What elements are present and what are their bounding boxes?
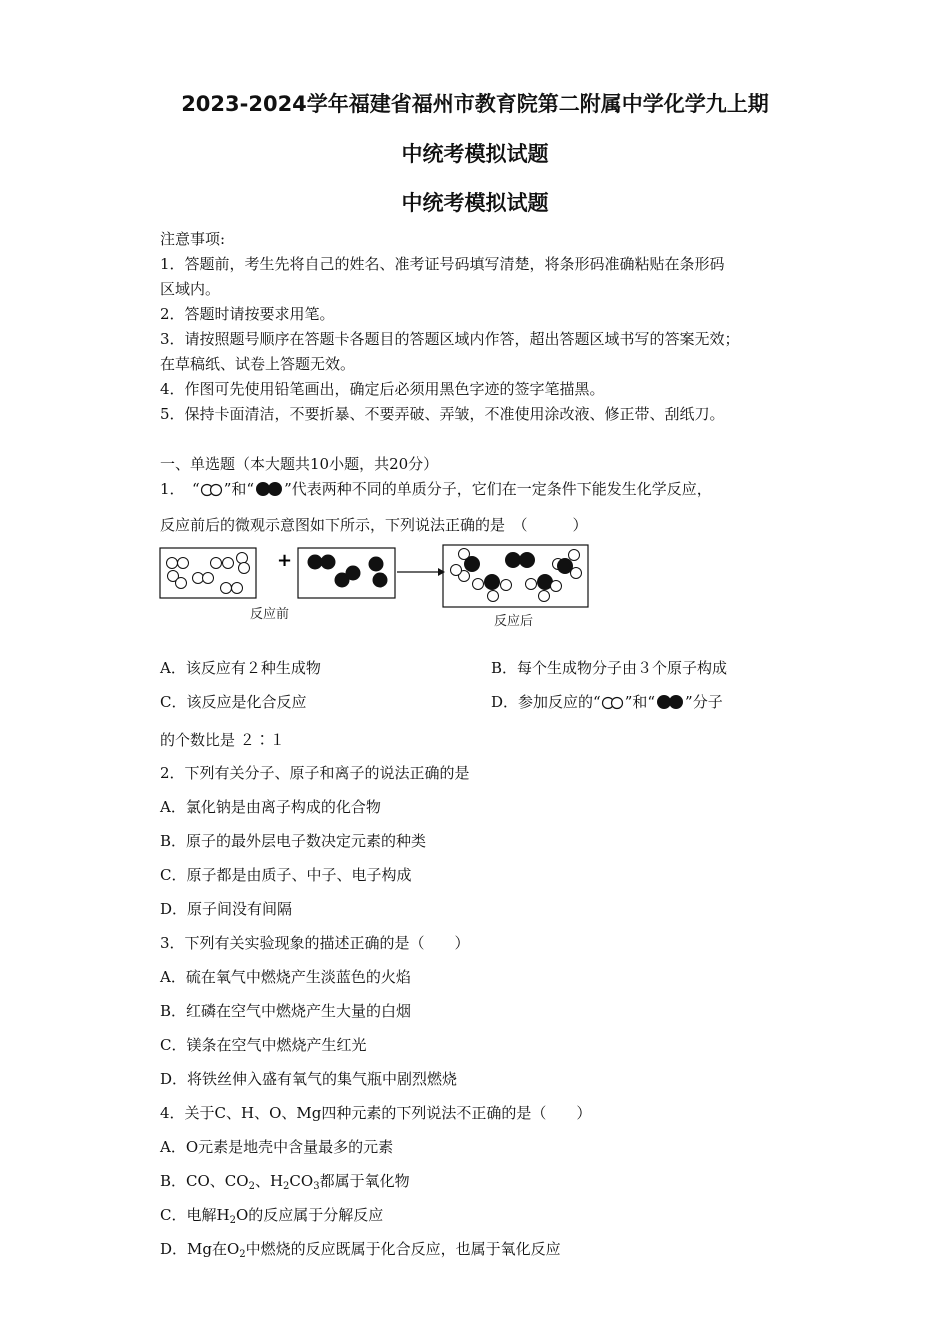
q4-option-b (160, 1170, 410, 1192)
notice-item-4: 4．作图可先使用铅笔画出，确定后必须用黑色字迹的签字笔描黑。 (160, 380, 605, 398)
q1-option-d-cont: 的个数比是 ２∶１ (160, 731, 285, 749)
q2-option-d: D．原子间没有间隔 (160, 900, 293, 918)
white-molecule-icon (200, 483, 224, 497)
caption-before: 反应前 (250, 607, 290, 622)
notice-item-5: 5．保持卡面清洁，不要折暴、不要弄破、弄皱，不准使用涂改液、修正带、刮纸刀。 (160, 405, 725, 423)
q1-option-d (491, 691, 723, 712)
notice-item-3: 3．请按照题号顺序在答题卡各题目的答题区域内作答，超出答题区域书写的答案无效； (160, 330, 740, 348)
subscript: 3 (313, 1181, 320, 1192)
q4-option-c (160, 1204, 383, 1226)
q1-option-d-suffix: ”分子 (685, 693, 723, 711)
section-heading: 一、单选题（本大题共10小题，共20分） (160, 455, 439, 473)
notice-item-2: 2．答题时请按要求用笔。 (160, 305, 335, 323)
subscript: 2 (248, 1181, 255, 1192)
q1-stem-line2: 反应前后的微观示意图如下所示，下列说法正确的是 （ ） (160, 516, 588, 534)
q4-option-a: A．O元素是地壳中含量最多的元素 (160, 1138, 394, 1156)
notice-item-1: 1．答题前，考生先将自己的姓名、准考证号码填写清楚，将条形码准确粘贴在条形码 (160, 255, 725, 273)
q1-option-c: C．该反应是化合反应 (160, 693, 307, 711)
q1-option-d-prefix: D．参加反应的“ (491, 693, 601, 711)
q1-prefix: 1． “ (160, 480, 200, 498)
q4-stem: 4．关于C、H、O、Mg四种元素的下列说法不正确的是（ ） (160, 1104, 592, 1122)
notice-heading: 注意事项: (160, 230, 226, 248)
q2-stem: 2．下列有关分子、原子和离子的说法正确的是 (160, 764, 470, 782)
q1-option-b: B．每个生成物分子由３个原子构成 (491, 659, 728, 677)
q4-option-d-part: D．Mg在O (160, 1240, 240, 1258)
notice-item-3-cont: 在草稿纸、试卷上答题无效。 (160, 355, 356, 373)
q4-option-b-part: 都属于氧化物 (319, 1172, 410, 1190)
page-subtitle: 中统考模拟试题 (401, 142, 549, 166)
q2-option-a: A．氯化钠是由离子构成的化合物 (160, 798, 381, 816)
q1-mid2: ”代表两种不同的单质分子，它们在一定条件下能发生化学反应， (284, 480, 712, 498)
notice-item-1-cont: 区域内。 (160, 280, 221, 298)
q4-option-b-part: CO (289, 1172, 314, 1190)
white-molecules (167, 553, 250, 594)
q3-option-c: C．镁条在空气中燃烧产生红光 (160, 1036, 367, 1054)
subscript: 2 (283, 1181, 290, 1192)
subscript: 2 (229, 1215, 236, 1226)
product-molecules (451, 549, 582, 602)
q3-option-b: B．红磷在空气中燃烧产生大量的白烟 (160, 1002, 412, 1020)
page-title: 2023-2024学年福建省福州市教育院第二附属中学化学九上期 (181, 92, 769, 116)
black-molecules (308, 555, 388, 588)
q1-option-d-mid: ”和“ (624, 693, 656, 711)
q4-option-c-part: C．电解H (160, 1206, 230, 1224)
white-molecule-icon (601, 696, 625, 710)
caption-after: 反应后 (494, 614, 534, 629)
q4-option-d (160, 1238, 561, 1260)
q2-option-c: C．原子都是由质子、中子、电子构成 (160, 866, 412, 884)
q2-option-b: B．原子的最外层电子数决定元素的种类 (160, 832, 427, 850)
black-molecule-icon (254, 481, 284, 497)
q1-stem (160, 478, 712, 499)
page-subtitle-repeat: 中统考模拟试题 (401, 191, 549, 215)
q3-stem: 3．下列有关实验现象的描述正确的是（ ） (160, 934, 470, 952)
black-molecule-icon (655, 694, 685, 710)
q1-mid1: ”和“ (223, 480, 255, 498)
q3-option-d: D．将铁丝伸入盛有氧气的集气瓶中剧烈燃烧 (160, 1070, 458, 1088)
plus-sign: + (277, 550, 293, 571)
arrow-head-icon (438, 568, 445, 576)
q4-option-c-part: O的反应属于分解反应 (235, 1206, 384, 1224)
subscript: 2 (239, 1249, 246, 1260)
q4-option-d-part: 中燃烧的反应既属于化合反应，也属于氧化反应 (245, 1240, 561, 1258)
q1-option-a: A．该反应有２种生成物 (160, 659, 321, 677)
q4-option-b-part: B．CO、CO (160, 1172, 249, 1190)
q3-option-a: A．硫在氧气中燃烧产生淡蓝色的火焰 (160, 968, 411, 986)
q4-option-b-part: 、H (254, 1172, 284, 1190)
